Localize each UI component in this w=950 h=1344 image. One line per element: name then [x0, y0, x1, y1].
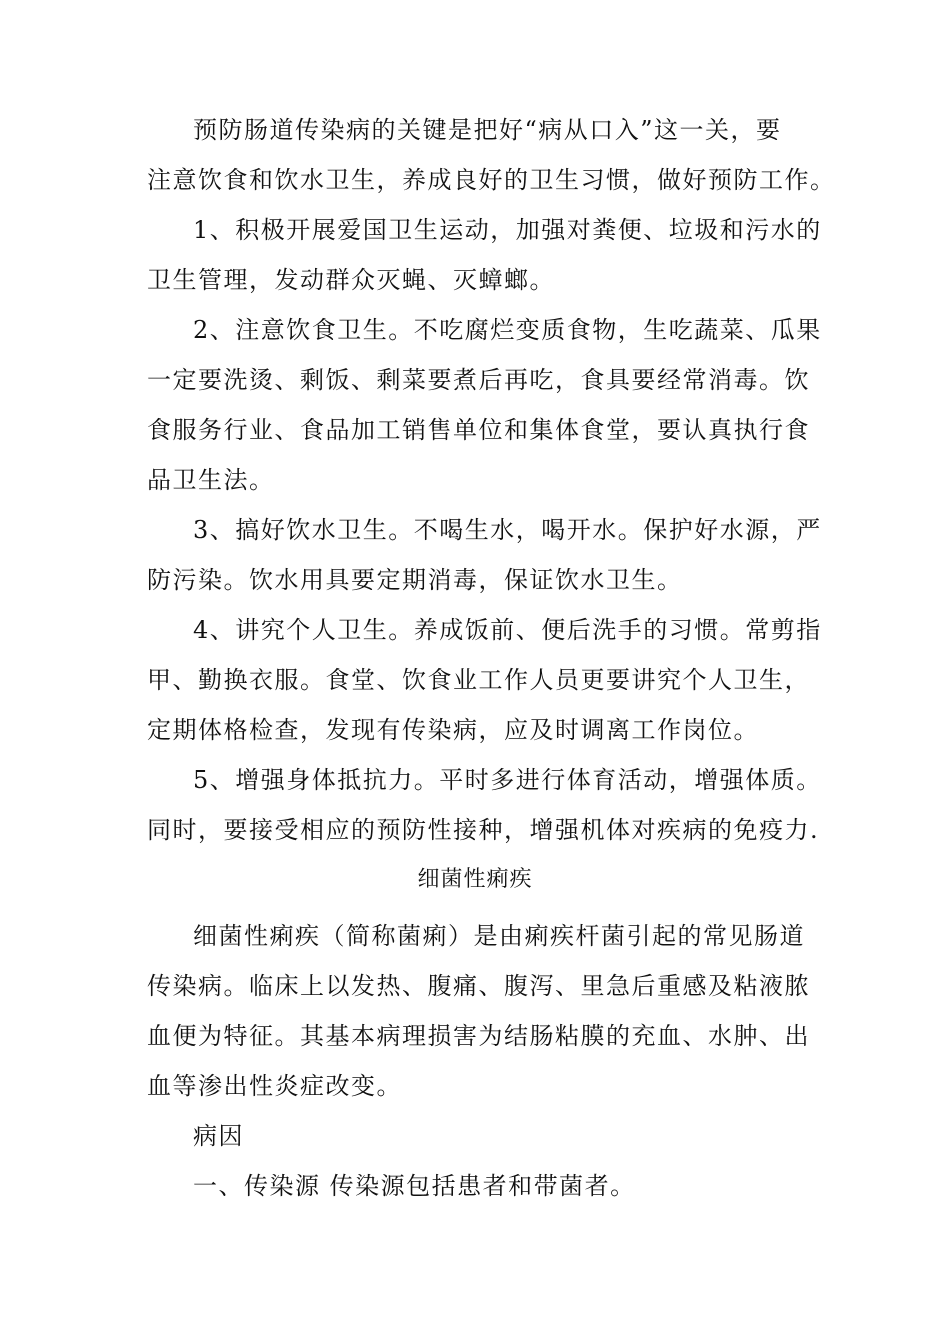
text-line: 定期体格检查，发现有传染病，应及时调离工作岗位。 — [147, 716, 759, 744]
subheading: 病因 — [193, 1122, 244, 1150]
text-line: 5、增强身体抵抗力。平时多进行体育活动，增强体质。 — [193, 766, 822, 794]
text-line: 3、搞好饮水卫生。不喝生水，喝开水。保护好水源，严 — [193, 516, 822, 544]
text-line: 4、讲究个人卫生。养成饭前、便后洗手的习惯。常剪指 — [193, 616, 822, 644]
text-line: 品卫生法。 — [147, 466, 275, 494]
text-line: 同时，要接受相应的预防性接种，增强机体对疾病的免疫力. — [147, 816, 820, 844]
text-line: 预防肠道传染病的关键是把好“病从口入”这一关，要 — [193, 116, 782, 144]
text-line: 防污染。饮水用具要定期消毒，保证饮水卫生。 — [147, 566, 683, 594]
text-line: 血便为特征。其基本病理损害为结肠粘膜的充血、水肿、出 — [147, 1022, 810, 1050]
text-line: 食服务行业、食品加工销售单位和集体食堂，要认真执行食 — [147, 416, 810, 444]
section-heading: 细菌性痢疾 — [417, 867, 533, 892]
text-line: 细菌性痢疾（简称菌痢）是由痢疾杆菌引起的常见肠道 — [193, 922, 805, 950]
text-line: 卫生管理，发动群众灭蝇、灭蟑螂。 — [147, 266, 555, 294]
text-line: 注意饮食和饮水卫生，养成良好的卫生习惯，做好预防工作。 — [147, 166, 836, 194]
text-line: 血等渗出性炎症改变。 — [147, 1072, 402, 1100]
text-line: 2、注意饮食卫生。不吃腐烂变质食物，生吃蔬菜、瓜果 — [193, 316, 822, 344]
text-line: 传染病。临床上以发热、腹痛、腹泻、里急后重感及粘液脓 — [147, 972, 810, 1000]
text-line: 1、积极开展爱国卫生运动，加强对粪便、垃圾和污水的 — [193, 216, 822, 244]
text-line: 一、传染源 传染源包括患者和带菌者。 — [193, 1172, 636, 1200]
text-line: 一定要洗烫、剩饭、剩菜要煮后再吃，食具要经常消毒。饮 — [147, 366, 810, 394]
text-line: 甲、勤换衣服。食堂、饮食业工作人员更要讲究个人卫生， — [147, 666, 810, 694]
